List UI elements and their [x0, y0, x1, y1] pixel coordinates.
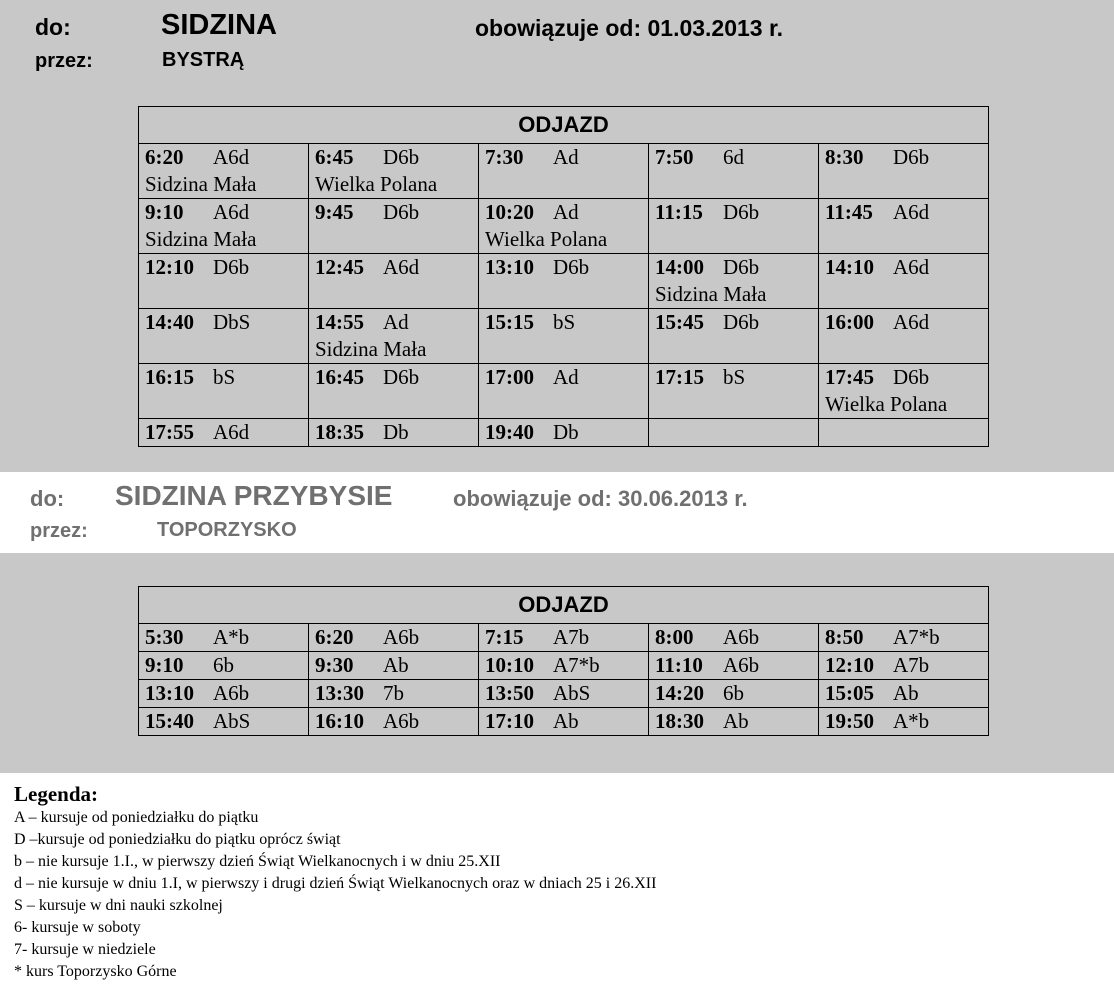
- course-code: A6d: [893, 310, 930, 334]
- course-code: bS: [723, 365, 746, 389]
- table-row: [139, 199, 989, 254]
- departure-cell: [649, 624, 819, 652]
- course-code: Ad: [553, 365, 579, 389]
- departure-cell: [479, 309, 649, 364]
- departure-time: 19:40: [485, 420, 534, 444]
- legend-title: Legenda:: [14, 782, 98, 806]
- departure-time: 11:10: [655, 653, 703, 677]
- departure-time: 14:10: [825, 255, 874, 279]
- s1-valid-from: obowiązuje od: 01.03.2013 r.: [475, 15, 784, 41]
- legend-item: 7- kursuje w niedziele: [14, 941, 156, 958]
- s1-via: BYSTRĄ: [162, 49, 245, 71]
- departure-cell: [649, 652, 819, 680]
- departure-cell: [479, 708, 649, 736]
- course-code: Db: [553, 420, 579, 444]
- departure-cell: [649, 309, 819, 364]
- s2-via-label: przez:: [30, 520, 88, 542]
- departure-cell: [819, 708, 989, 736]
- departure-cell: [479, 144, 649, 199]
- departure-cell: [139, 419, 309, 447]
- timetable-body: [139, 144, 989, 447]
- course-code: A6b: [213, 681, 250, 705]
- departure-cell: [819, 199, 989, 254]
- course-code: bS: [553, 310, 576, 334]
- departure-time: 6:20: [145, 145, 184, 169]
- departure-cell: [309, 254, 479, 309]
- departure-cell: [139, 199, 309, 254]
- legend-item: D –kursuje od poniedziałku do piątku oprócz świąt: [14, 831, 341, 848]
- course-code: D6b: [553, 255, 590, 279]
- departure-time: 7:50: [655, 145, 694, 169]
- departure-cell: [139, 624, 309, 652]
- legend-item: S – kursuje w dni nauki szkolnej: [14, 897, 223, 914]
- departure-cell: [479, 419, 649, 447]
- legend-item: 6- kursuje w soboty: [14, 919, 141, 936]
- course-code: AbS: [553, 681, 591, 705]
- departure-time: 10:10: [485, 653, 534, 677]
- table-row: [139, 144, 989, 199]
- course-code: A7*b: [893, 625, 940, 649]
- departure-cell: [649, 419, 819, 447]
- departure-cell: [309, 309, 479, 364]
- departure-cell: [649, 364, 819, 419]
- departure-cell: [649, 199, 819, 254]
- departure-cell: [479, 680, 649, 708]
- course-code: Ab: [383, 653, 409, 677]
- departure-cell: [479, 199, 649, 254]
- departure-cell: [649, 680, 819, 708]
- departure-time: 12:10: [145, 255, 194, 279]
- departure-time: 8:00: [655, 625, 694, 649]
- departure-cell: [309, 144, 479, 199]
- table-row: [139, 364, 989, 419]
- s2-valid-from: obowiązuje od: 30.06.2013 r.: [453, 486, 748, 511]
- departure-time: 14:20: [655, 681, 704, 705]
- departure-cell: [309, 364, 479, 419]
- course-code: D6b: [893, 145, 930, 169]
- course-code: A7b: [553, 625, 590, 649]
- route-note: Wielka Polana: [485, 227, 608, 251]
- course-code: D6b: [723, 310, 760, 334]
- legend-item: * kurs Toporzysko Górne: [14, 963, 177, 980]
- departure-cell: [139, 309, 309, 364]
- departure-time: 13:10: [145, 681, 194, 705]
- course-code: 7b: [383, 681, 404, 705]
- course-code: Ad: [383, 310, 409, 334]
- departure-time: 19:50: [825, 709, 874, 733]
- route-note: Wielka Polana: [315, 172, 438, 196]
- course-code: A6b: [383, 625, 420, 649]
- departure-cell: [309, 624, 479, 652]
- course-code: A6d: [213, 420, 250, 444]
- departure-cell: [139, 708, 309, 736]
- s2-to-label: do:: [30, 486, 65, 511]
- route-note: Wielka Polana: [825, 392, 948, 416]
- departure-cell: [479, 652, 649, 680]
- departure-time: 14:55: [315, 310, 364, 334]
- departure-cell: [309, 419, 479, 447]
- departure-cell: [479, 364, 649, 419]
- table-row: [139, 624, 989, 652]
- departure-cell: [819, 624, 989, 652]
- departure-cell: [479, 624, 649, 652]
- course-code: 6d: [723, 145, 744, 169]
- departure-time: 6:45: [315, 145, 354, 169]
- departure-cell: [649, 144, 819, 199]
- departure-cell: [309, 708, 479, 736]
- departure-time: 13:10: [485, 255, 534, 279]
- departure-time: 17:55: [145, 420, 194, 444]
- course-code: A6d: [893, 200, 930, 224]
- legend: [14, 781, 656, 983]
- legend-items: [14, 807, 656, 983]
- departure-time: 6:20: [315, 625, 354, 649]
- departure-time: 12:45: [315, 255, 364, 279]
- course-code: DbS: [213, 310, 251, 334]
- course-code: A6b: [383, 709, 420, 733]
- course-code: D6b: [213, 255, 250, 279]
- departure-cell: [819, 419, 989, 447]
- course-code: 6b: [723, 681, 744, 705]
- course-code: A6b: [723, 625, 760, 649]
- departure-time: 17:15: [655, 365, 704, 389]
- departure-cell: [819, 680, 989, 708]
- departure-time: 16:15: [145, 365, 194, 389]
- s1-via-label: przez:: [35, 50, 93, 72]
- departure-time: 17:10: [485, 709, 534, 733]
- timetable-sidzina: [138, 106, 989, 447]
- departure-time: 17:00: [485, 365, 534, 389]
- table-row: [139, 680, 989, 708]
- departure-time: 15:40: [145, 709, 194, 733]
- table-header: ODJAZD: [139, 107, 989, 144]
- table-row: [139, 652, 989, 680]
- s2-destination: SIDZINA PRZYBYSIE: [115, 480, 393, 511]
- departure-cell: [819, 144, 989, 199]
- departure-time: 9:10: [145, 653, 184, 677]
- departure-cell: [139, 144, 309, 199]
- course-code: D6b: [383, 365, 420, 389]
- course-code: Ad: [553, 200, 579, 224]
- course-code: A*b: [893, 709, 930, 733]
- course-code: A6d: [383, 255, 420, 279]
- timetable-body: [139, 624, 989, 736]
- course-code: bS: [213, 365, 236, 389]
- departure-cell: [649, 254, 819, 309]
- departure-cell: [309, 199, 479, 254]
- course-code: D6b: [893, 365, 930, 389]
- departure-time: 16:00: [825, 310, 874, 334]
- route-note: Sidzina Mała: [145, 227, 257, 251]
- course-code: A7b: [893, 653, 930, 677]
- legend-item: b – nie kursuje 1.I., w pierwszy dzień Świąt Wielkanocnych i w dniu 25.XII: [14, 853, 501, 870]
- departure-time: 8:30: [825, 145, 864, 169]
- departure-time: 15:05: [825, 681, 874, 705]
- route-note: Sidzina Mała: [315, 337, 427, 361]
- departure-time: 9:10: [145, 200, 184, 224]
- course-code: D6b: [383, 145, 420, 169]
- departure-time: 14:40: [145, 310, 194, 334]
- course-code: 6b: [213, 653, 234, 677]
- legend-item: d – nie kursuje w dniu 1.I, w pierwszy i drugi dzień Świąt Wielkanocnych oraz w dniach 25 i 26.XII: [14, 875, 657, 892]
- departure-time: 14:00: [655, 255, 704, 279]
- departure-cell: [139, 680, 309, 708]
- departure-time: 5:30: [145, 625, 184, 649]
- s1-destination: SIDZINA: [161, 9, 277, 41]
- departure-cell: [309, 680, 479, 708]
- departure-time: 13:30: [315, 681, 364, 705]
- table-row: [139, 309, 989, 364]
- course-code: A7*b: [553, 653, 600, 677]
- departure-time: 7:15: [485, 625, 524, 649]
- departure-time: 15:15: [485, 310, 534, 334]
- table-row: [139, 419, 989, 447]
- departure-time: 18:35: [315, 420, 364, 444]
- course-code: A6d: [213, 200, 250, 224]
- departure-time: 12:10: [825, 653, 874, 677]
- course-code: A6d: [213, 145, 250, 169]
- course-code: Ad: [553, 145, 579, 169]
- departure-time: 9:45: [315, 200, 354, 224]
- departure-time: 11:45: [825, 200, 873, 224]
- departure-time: 18:30: [655, 709, 704, 733]
- legend-item: A – kursuje od poniedziałku do piątku: [14, 809, 259, 826]
- departure-time: 9:30: [315, 653, 354, 677]
- departure-time: 16:10: [315, 709, 364, 733]
- course-code: Ab: [553, 709, 579, 733]
- departure-time: 11:15: [655, 200, 703, 224]
- course-code: Ab: [723, 709, 749, 733]
- course-code: D6b: [383, 200, 420, 224]
- departure-time: 17:45: [825, 365, 874, 389]
- departure-time: 16:45: [315, 365, 364, 389]
- departure-time: 15:45: [655, 310, 704, 334]
- departure-time: 7:30: [485, 145, 524, 169]
- departure-cell: [819, 364, 989, 419]
- course-code: A*b: [213, 625, 250, 649]
- course-code: Ab: [893, 681, 919, 705]
- s1-to-label: do:: [35, 14, 71, 40]
- departure-cell: [649, 708, 819, 736]
- departure-time: 10:20: [485, 200, 534, 224]
- departure-cell: [479, 254, 649, 309]
- departure-cell: [309, 652, 479, 680]
- s2-via: TOPORZYSKO: [157, 519, 297, 541]
- route-note: Sidzina Mała: [655, 282, 767, 306]
- departure-cell: [819, 652, 989, 680]
- departure-time: 8:50: [825, 625, 864, 649]
- course-code: D6b: [723, 200, 760, 224]
- departure-cell: [819, 254, 989, 309]
- route-note: Sidzina Mała: [145, 172, 257, 196]
- departure-cell: [139, 652, 309, 680]
- course-code: Db: [383, 420, 409, 444]
- departure-time: 13:50: [485, 681, 534, 705]
- course-code: A6b: [723, 653, 760, 677]
- course-code: A6d: [893, 255, 930, 279]
- departure-cell: [139, 364, 309, 419]
- course-code: D6b: [723, 255, 760, 279]
- table-row: [139, 708, 989, 736]
- table-row: [139, 254, 989, 309]
- departure-cell: [139, 254, 309, 309]
- timetable-sidzina-przybysie: [138, 586, 989, 736]
- course-code: AbS: [213, 709, 251, 733]
- table-header: ODJAZD: [139, 587, 989, 624]
- departure-cell: [819, 309, 989, 364]
